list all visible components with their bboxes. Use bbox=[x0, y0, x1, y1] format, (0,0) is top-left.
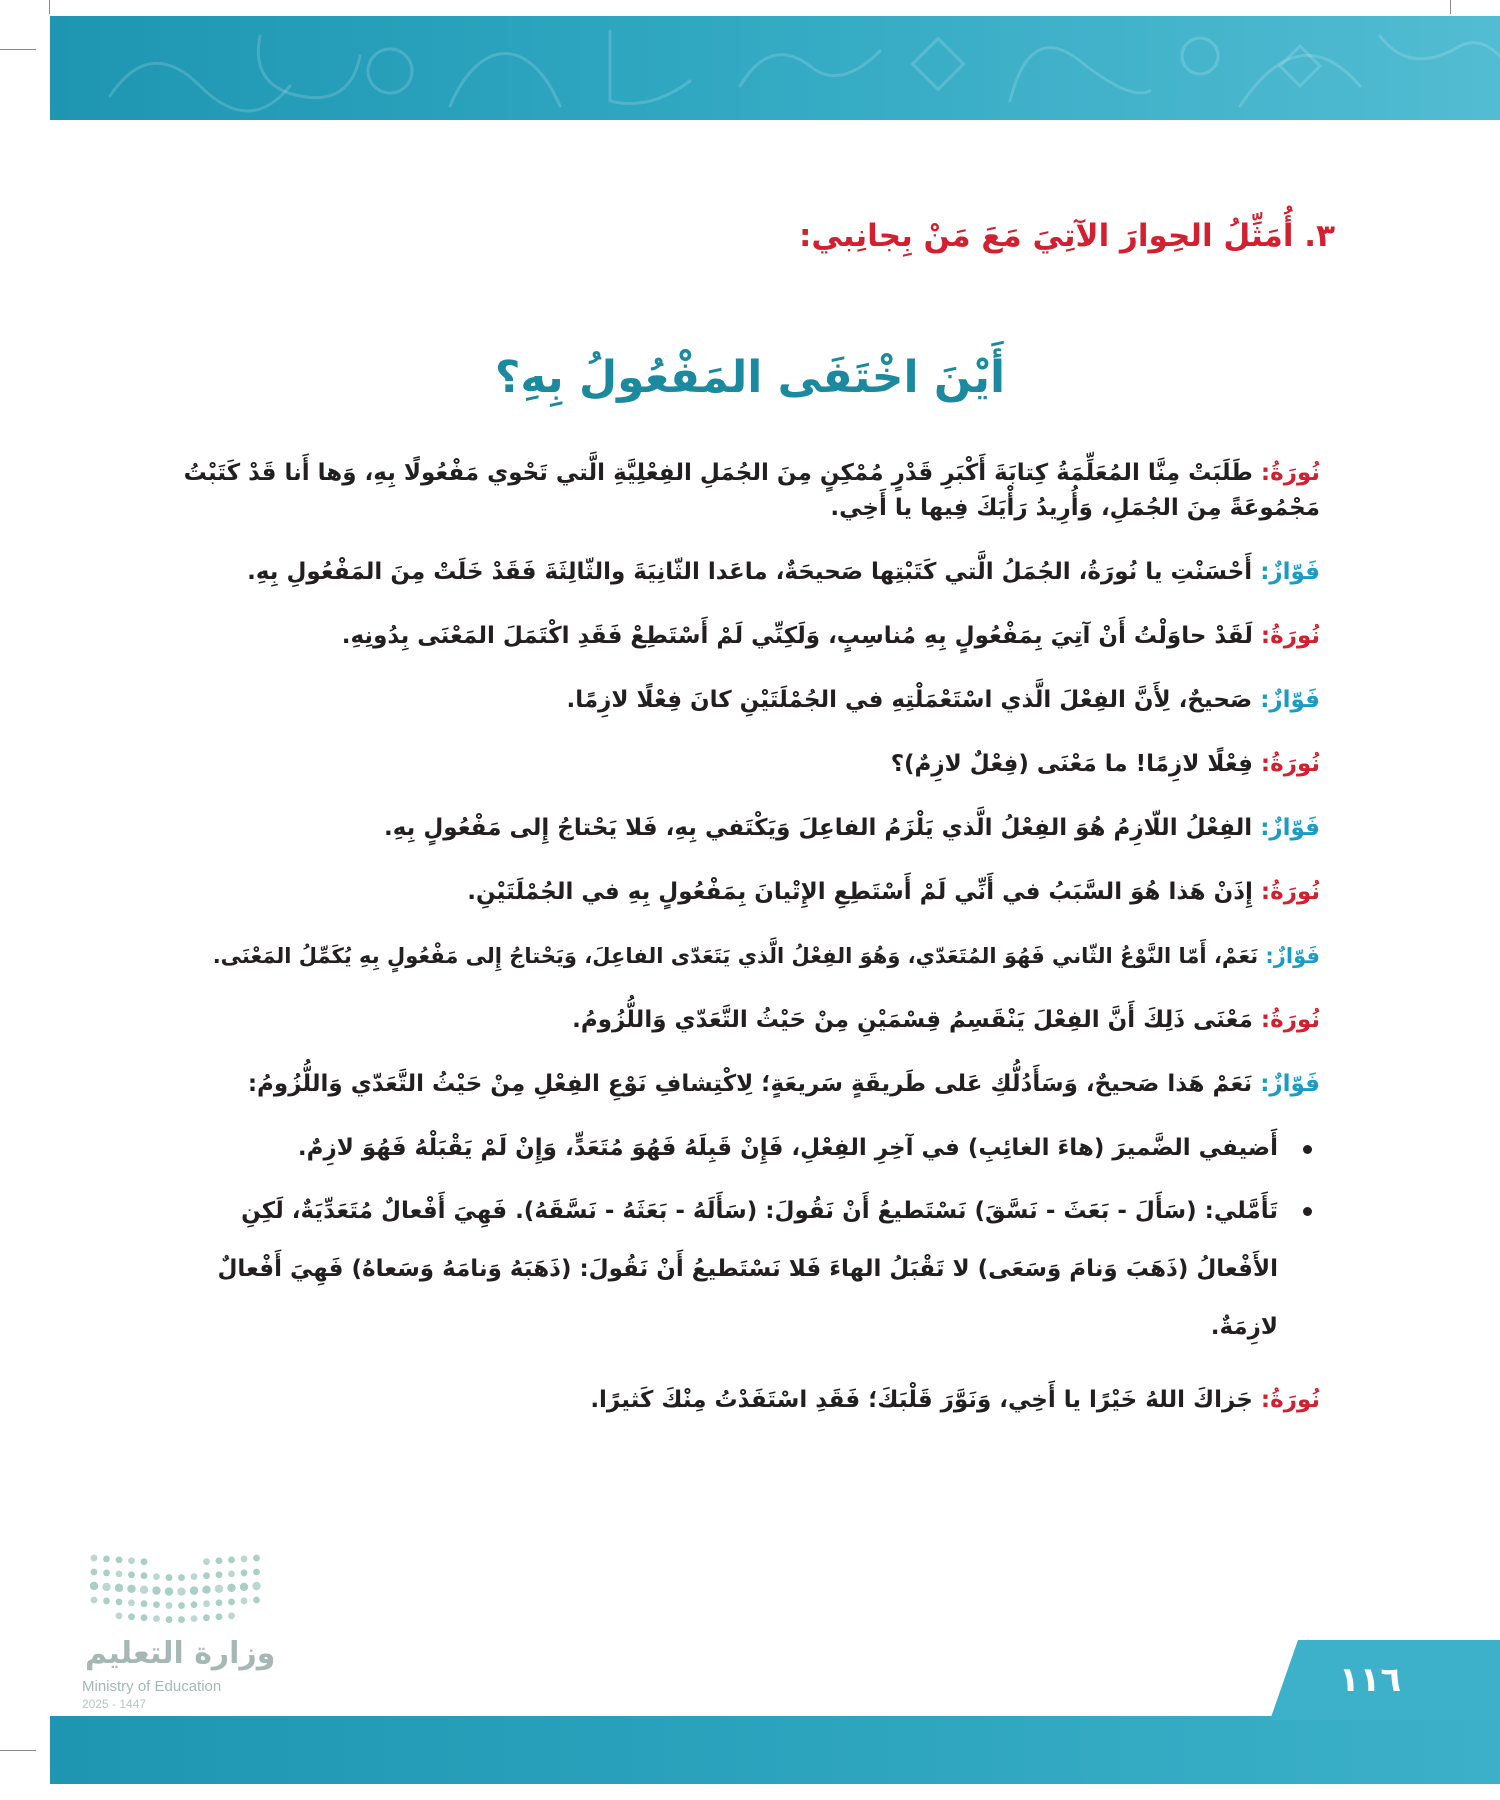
logo-dot bbox=[91, 1569, 98, 1576]
dialogue-turn bbox=[182, 1067, 1320, 1102]
logo-dot bbox=[203, 1558, 210, 1565]
logo-dot bbox=[253, 1597, 260, 1604]
logo-dot bbox=[140, 1585, 148, 1593]
logo-dot bbox=[115, 1584, 123, 1592]
logo-dot bbox=[128, 1571, 135, 1578]
bullet-text: أَضيفي الضَّميرَ (هاءَ الغائِبِ) في آخِرِ الفِعْلِ، فَإِنْ قَبِلَهُ فَهُوَ مُتَعَدٍّ، وَإِنْ لَمْ يَقْبَلْهُ فَهُوَ لازِمٌ. bbox=[297, 1135, 1278, 1161]
logo-dot bbox=[116, 1612, 123, 1619]
speaker-noura: نُورَةُ: bbox=[1260, 1387, 1320, 1413]
logo-dot bbox=[90, 1582, 98, 1590]
crop-mark bbox=[1450, 0, 1451, 14]
logo-dot bbox=[252, 1582, 260, 1590]
logo-dot bbox=[241, 1598, 248, 1605]
logo-dot bbox=[141, 1600, 148, 1607]
dialogue-turn-closing bbox=[182, 1383, 1320, 1418]
logo-dot bbox=[203, 1572, 210, 1579]
logo-dot bbox=[166, 1602, 173, 1609]
logo-dot bbox=[191, 1573, 198, 1580]
crop-mark bbox=[0, 49, 36, 50]
logo-dot bbox=[177, 1587, 185, 1595]
bullet-text: تَأَمَّلي: (سَأَلَ - بَعَثَ - نَسَّقَ) نَسْتَطيعُ أَنْ نَقُولَ: (سَأَلَهُ - بَعَثَهُ - نَسَّقَهُ). فَهِيَ أَفْعالٌ مُتَعَدِّيَةٌ، لَكِنِ الأَفْعالُ (ذَهَبَ وَنامَ وَسَعَى) لا تَقْبَلُ الهاءَ فَلا نَسْتَطيعُ أَنْ نَقُولَ: (ذَهَبَهُ وَنامَهُ وَسَعاهُ) فَهِيَ أَفْعالٌ لازِمَةٌ. bbox=[217, 1198, 1278, 1340]
logo-dot bbox=[165, 1587, 173, 1595]
speaker-noura: نُورَةُ: bbox=[1260, 623, 1320, 649]
dots-logo-icon bbox=[86, 1550, 271, 1630]
dialogue-turn bbox=[182, 555, 1320, 590]
speaker-fawaz: فَوّازٌ: bbox=[1260, 815, 1320, 841]
logo-dot bbox=[116, 1570, 123, 1577]
logo-dot bbox=[228, 1556, 235, 1563]
logo-dot bbox=[241, 1556, 248, 1563]
dialogue-turn bbox=[182, 747, 1320, 782]
logo-dot bbox=[191, 1615, 198, 1622]
logo-dot bbox=[91, 1597, 98, 1604]
dialogue-turn bbox=[182, 1003, 1320, 1038]
dialogue-text: مَعْنَى ذَلِكَ أَنَّ الفِعْلَ يَنْقَسِمُ قِسْمَيْنِ مِنْ حَيْثُ التَّعَدّي وَاللُّزُومُ. bbox=[572, 1007, 1253, 1033]
logo-english-text: Ministry of Education bbox=[82, 1678, 222, 1695]
dialogue-turn bbox=[182, 875, 1320, 910]
logo-dot bbox=[215, 1585, 223, 1593]
logo-dot bbox=[103, 1598, 110, 1605]
logo-dot bbox=[240, 1583, 248, 1591]
logo-dot bbox=[253, 1555, 260, 1562]
logo-dot bbox=[216, 1613, 223, 1620]
bullet-icon bbox=[1303, 1145, 1312, 1154]
dialogue-text: نَعَمْ هَذا صَحيحٌ، وَسَأَدُلُّكِ عَلى طَريقَةٍ سَريعَةٍ؛ لِاكْتِشافِ نَوْعِ الفِعْلِ مِنْ حَيْثُ التَّعَدّي وَاللُّزُومُ: bbox=[247, 1071, 1253, 1097]
logo-dot bbox=[216, 1599, 223, 1606]
dialogue-text: الفِعْلُ اللّازِمُ هُوَ الفِعْلُ الَّذي يَلْزَمُ الفاعِلَ وَيَكْتَفي بِهِ، فَلا يَحْتاجُ إِلى مَفْعُولٍ بِهِ. bbox=[383, 815, 1253, 841]
speaker-noura: نُورَةُ: bbox=[1260, 460, 1320, 486]
logo-dot bbox=[178, 1616, 185, 1623]
logo-dot bbox=[202, 1585, 210, 1593]
dialogue-text: جَزاكَ اللهُ خَيْرًا يا أَخِي، وَنَوَّرَ قَلْبَكَ؛ فَقَدِ اسْتَفَدْتُ مِنْكَ كَثيرًا. bbox=[590, 1387, 1253, 1413]
speaker-noura: نُورَةُ: bbox=[1260, 1007, 1320, 1033]
logo-dot bbox=[178, 1574, 185, 1581]
speaker-noura: نُورَةُ: bbox=[1260, 879, 1320, 905]
logo-dot bbox=[103, 1556, 110, 1563]
bullet-item bbox=[182, 1131, 1278, 1166]
dialogue-text: طَلَبَتْ مِنَّا المُعَلِّمَةُ كِتابَةَ أَكْبَرِ قَدْرٍ مُمْكِنٍ مِنَ الجُمَلِ الفِعْلِيَّةِ الَّتي تَحْوي مَفْعُولًا بِهِ، وَها أَنا قَدْ كَتَبْتُ مَجْمُوعَةً مِنَ الجُمَلِ، وَأُرِيدُ رَأْيَكَ فِيها يا أَخِي. bbox=[183, 460, 1320, 521]
logo-dot bbox=[141, 1572, 148, 1579]
dialogue-text: فِعْلًا لازِمًا! ما مَعْنَى (فِعْلٌ لازِمٌ)؟ bbox=[890, 751, 1253, 777]
crop-mark bbox=[0, 1750, 36, 1751]
dialogue-turn bbox=[182, 939, 1320, 974]
dialogue-text: صَحيحٌ، لِأَنَّ الفِعْلَ الَّذي اسْتَعْمَلْتِهِ في الجُمْلَتَيْنِ كانَ فِعْلًا لازِمًا. bbox=[566, 687, 1253, 713]
logo-dot bbox=[103, 1570, 110, 1577]
logo-dot bbox=[216, 1571, 223, 1578]
speaker-fawaz: فَوّازٌ: bbox=[1260, 559, 1320, 585]
logo-dot bbox=[128, 1557, 135, 1564]
dialogue-turn bbox=[182, 683, 1320, 718]
logo-dot bbox=[166, 1574, 173, 1581]
logo-dot bbox=[127, 1585, 135, 1593]
speaker-noura: نُورَةُ: bbox=[1260, 751, 1320, 777]
logo-dot bbox=[116, 1556, 123, 1563]
dialogue-text: أَحْسَنْتِ يا نُورَةُ، الجُمَلُ الَّتي كَتَبْتِها صَحيحَةٌ، ماعَدا الثّانِيَةَ والثّالِثَةَ فَقَدْ خَلَتْ مِنَ المَفْعُولِ بِهِ. bbox=[247, 559, 1253, 585]
logo-dot bbox=[228, 1598, 235, 1605]
page-title: أَيْنَ اخْتَفَى المَفْعُولُ بِهِ؟ bbox=[494, 352, 1006, 403]
logo-arabic-text: وزارة التعليم bbox=[85, 1636, 276, 1671]
bullet-icon bbox=[1303, 1207, 1312, 1216]
speaker-fawaz: فَوّازٌ: bbox=[1260, 687, 1320, 713]
logo-dot bbox=[228, 1570, 235, 1577]
dialogue-text: نَعَمْ، أَمّا النَّوْعُ الثّاني فَهُوَ المُتَعَدّي، وَهُوَ الفِعْلُ الَّذي يَتَعَدّى الفاعِلَ، وَيَحْتاجُ إِلى مَفْعُولٍ بِهِ يُكَمِّلُ المَعْنَى. bbox=[212, 944, 1259, 968]
ministry-logo bbox=[70, 1550, 280, 1710]
section-heading: ٣. أُمَثِّلُ الحِوارَ الآتِيَ مَعَ مَنْ بِجانِبي: bbox=[799, 218, 1335, 254]
dialogue-turn bbox=[182, 456, 1320, 526]
bullet-item bbox=[182, 1182, 1278, 1356]
dialogue-text: إِذَنْ هَذا هُوَ السَّبَبُ في أَنِّي لَمْ أَسْتَطِعِ الإِتْيانَ بِمَفْعُولٍ بِهِ في الجُمْلَتَيْنِ. bbox=[467, 879, 1253, 905]
arabic-calligraphy-pattern bbox=[50, 16, 1500, 120]
logo-dot bbox=[152, 1586, 160, 1594]
logo-dot bbox=[253, 1569, 260, 1576]
logo-dot bbox=[178, 1602, 185, 1609]
logo-dot bbox=[153, 1573, 160, 1580]
dialogue-text: لَقَدْ حاوَلْتُ أَنْ آتِيَ بِمَفْعُولٍ بِهِ مُناسِبٍ، وَلَكِنِّي لَمْ أَسْتَطِعْ فَقَدِ اكْتَمَلَ المَعْنَى بِدُونِهِ. bbox=[341, 623, 1253, 649]
logo-dot bbox=[153, 1601, 160, 1608]
logo-dot bbox=[91, 1555, 98, 1562]
speaker-fawaz: فَوّازٌ: bbox=[1260, 1071, 1320, 1097]
logo-dot bbox=[153, 1615, 160, 1622]
logo-dot bbox=[203, 1600, 210, 1607]
crop-mark bbox=[49, 0, 50, 14]
logo-dot bbox=[141, 1558, 148, 1565]
logo-dot bbox=[227, 1584, 235, 1592]
logo-dot bbox=[216, 1557, 223, 1564]
logo-dot bbox=[128, 1613, 135, 1620]
logo-dot bbox=[191, 1601, 198, 1608]
bullet-list bbox=[182, 1131, 1320, 1356]
logo-dot bbox=[228, 1612, 235, 1619]
logo-dot bbox=[128, 1599, 135, 1606]
dialogue-turn bbox=[182, 619, 1320, 654]
dialogue-turn bbox=[182, 811, 1320, 846]
speaker-fawaz: فَوّازٌ: bbox=[1265, 944, 1320, 968]
footer-band bbox=[50, 1716, 1500, 1784]
logo-dot bbox=[102, 1583, 110, 1591]
logo-dot bbox=[190, 1586, 198, 1594]
logo-dot bbox=[166, 1616, 173, 1623]
logo-dot bbox=[116, 1598, 123, 1605]
header-band bbox=[50, 16, 1500, 120]
logo-dot bbox=[141, 1614, 148, 1621]
page-number: ١١٦ bbox=[1338, 1660, 1402, 1700]
logo-dot bbox=[203, 1614, 210, 1621]
logo-dot bbox=[241, 1570, 248, 1577]
logo-year: 2025 - 1447 bbox=[82, 1697, 147, 1711]
dialogue bbox=[182, 456, 1320, 1447]
